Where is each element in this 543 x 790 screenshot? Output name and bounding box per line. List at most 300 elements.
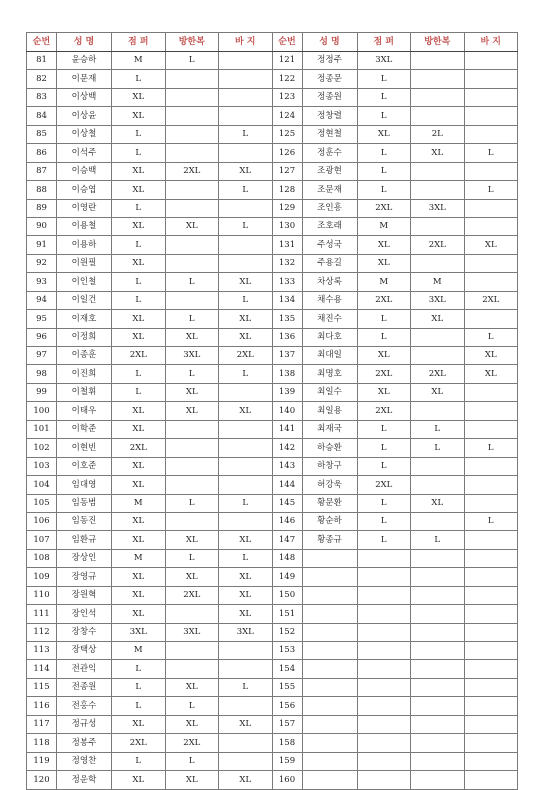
cell-pants [464,697,518,715]
cell-winter-coat: 2XL [411,365,465,383]
cell-pants: L [219,678,273,696]
cell-name: 정종문 [302,70,357,88]
cell-pants: L [219,125,273,143]
cell-pants [464,715,518,733]
cell-jumper: XL [112,88,166,106]
cell-pants [464,586,518,604]
cell-number: 141 [272,420,302,438]
cell-number: 124 [272,107,302,125]
cell-name: 허강욱 [302,476,357,494]
cell-number: 117 [27,715,57,733]
cell-pants [464,568,518,586]
cell-name: 최다호 [302,328,357,346]
cell-name: 황순하 [302,512,357,530]
cell-jumper: L [357,531,411,549]
cell-winter-coat: L [165,273,219,291]
cell-winter-coat [165,107,219,125]
cell-name: 주용길 [302,254,357,272]
cell-winter-coat [165,181,219,199]
cell-number: 150 [272,586,302,604]
cell-number: 95 [27,310,57,328]
cell-number: 118 [27,734,57,752]
cell-winter-coat [411,70,465,88]
cell-name: 최대일 [302,347,357,365]
table-row [27,273,518,291]
cell-winter-coat [411,549,465,567]
cell-name: 이호준 [57,457,112,475]
cell-jumper: L [357,512,411,530]
cell-number: 114 [27,660,57,678]
cell-number: 160 [272,771,302,789]
table-row [27,586,518,604]
cell-winter-coat: L [165,697,219,715]
cell-winter-coat: 2XL [165,162,219,180]
header-row [27,33,518,52]
cell-name [302,678,357,696]
cell-number: 157 [272,715,302,733]
cell-winter-coat [411,402,465,420]
cell-winter-coat [411,217,465,235]
cell-pants: XL [219,715,273,733]
cell-pants [219,199,273,217]
cell-number: 109 [27,568,57,586]
cell-jumper [357,771,411,789]
cell-winter-coat [411,623,465,641]
col-header-name: 성 명 [302,33,357,52]
cell-pants [464,642,518,660]
cell-winter-coat: L [411,420,465,438]
cell-number: 145 [272,494,302,512]
cell-winter-coat: 3XL [165,623,219,641]
cell-number: 131 [272,236,302,254]
cell-name: 주성국 [302,236,357,254]
cell-name: 이재호 [57,310,112,328]
cell-winter-coat: XL [165,568,219,586]
cell-name: 전종원 [57,678,112,696]
cell-jumper: XL [357,347,411,365]
cell-jumper: XL [112,771,166,789]
cell-pants [464,402,518,420]
cell-winter-coat: L [165,310,219,328]
cell-pants [464,125,518,143]
cell-winter-coat [411,52,465,70]
cell-winter-coat: XL [165,715,219,733]
cell-jumper: L [357,70,411,88]
cell-name: 이태우 [57,402,112,420]
cell-winter-coat [411,88,465,106]
cell-winter-coat [165,291,219,309]
col-header-winter-coat: 방한복 [165,33,219,52]
cell-name [302,715,357,733]
cell-jumper: L [112,660,166,678]
cell-name: 정운학 [57,771,112,789]
cell-pants [464,310,518,328]
cell-number: 123 [272,88,302,106]
cell-number: 116 [27,697,57,715]
table-row [27,678,518,696]
cell-number: 149 [272,568,302,586]
cell-number: 132 [272,254,302,272]
table-row [27,125,518,143]
table-row [27,494,518,512]
cell-number: 148 [272,549,302,567]
cell-pants [219,476,273,494]
cell-winter-coat [165,605,219,623]
cell-jumper: L [112,236,166,254]
table-row [27,199,518,217]
cell-name [302,660,357,678]
cell-jumper: L [357,144,411,162]
cell-jumper [357,660,411,678]
table-row [27,439,518,457]
cell-number: 90 [27,217,57,235]
cell-number: 137 [272,347,302,365]
cell-winter-coat [165,236,219,254]
cell-pants: XL [219,273,273,291]
cell-pants: L [464,144,518,162]
cell-pants [464,420,518,438]
cell-jumper: 2XL [357,476,411,494]
cell-name: 이일건 [57,291,112,309]
cell-jumper: XL [112,217,166,235]
cell-jumper: L [112,125,166,143]
cell-winter-coat [165,512,219,530]
cell-pants [219,457,273,475]
cell-pants: XL [219,771,273,789]
col-header-pants: 바 지 [464,33,518,52]
cell-pants [219,420,273,438]
cell-pants [464,678,518,696]
cell-name: 이현빈 [57,439,112,457]
cell-name: 이영란 [57,199,112,217]
cell-winter-coat: L [165,365,219,383]
cell-winter-coat [411,512,465,530]
cell-number: 130 [272,217,302,235]
cell-pants [464,383,518,401]
cell-number: 99 [27,383,57,401]
table-row [27,236,518,254]
cell-name: 장영규 [57,568,112,586]
cell-winter-coat: 3XL [411,291,465,309]
cell-number: 139 [272,383,302,401]
cell-jumper: L [112,383,166,401]
cell-jumper: XL [112,531,166,549]
cell-jumper: XL [112,181,166,199]
cell-jumper: M [112,549,166,567]
cell-pants [464,273,518,291]
cell-pants [219,254,273,272]
cell-winter-coat [411,715,465,733]
cell-winter-coat: XL [165,328,219,346]
cell-number: 87 [27,162,57,180]
cell-jumper: XL [112,457,166,475]
cell-pants: L [219,494,273,512]
cell-jumper: L [112,199,166,217]
table-row [27,568,518,586]
table-row [27,347,518,365]
col-header-number: 순번 [272,33,302,52]
cell-number: 101 [27,420,57,438]
cell-jumper: 3XL [112,623,166,641]
cell-jumper: L [357,494,411,512]
cell-jumper [357,678,411,696]
cell-number: 83 [27,88,57,106]
cell-winter-coat [411,734,465,752]
cell-jumper: M [112,642,166,660]
cell-name: 정창렬 [302,107,357,125]
cell-pants: XL [464,365,518,383]
cell-name [302,568,357,586]
cell-pants: XL [219,605,273,623]
cell-winter-coat [165,476,219,494]
cell-number: 136 [272,328,302,346]
cell-pants: L [464,439,518,457]
cell-pants [219,642,273,660]
cell-jumper: 2XL [112,734,166,752]
table-row [27,328,518,346]
cell-winter-coat: XL [411,310,465,328]
cell-jumper: M [112,494,166,512]
cell-jumper: XL [112,568,166,586]
cell-name: 이승엽 [57,181,112,199]
cell-pants: L [464,512,518,530]
table-row [27,88,518,106]
cell-number: 107 [27,531,57,549]
cell-winter-coat: L [411,531,465,549]
cell-winter-coat [411,254,465,272]
cell-winter-coat: XL [411,383,465,401]
cell-winter-coat: XL [165,531,219,549]
cell-pants [464,162,518,180]
cell-jumper: M [357,217,411,235]
cell-pants [464,254,518,272]
cell-pants: XL [219,568,273,586]
cell-jumper [357,605,411,623]
cell-pants [219,236,273,254]
cell-winter-coat: M [411,273,465,291]
cell-winter-coat [411,660,465,678]
cell-pants: L [464,328,518,346]
cell-number: 110 [27,586,57,604]
cell-name: 이철휘 [57,383,112,401]
cell-number: 103 [27,457,57,475]
cell-name: 임동범 [57,494,112,512]
cell-number: 158 [272,734,302,752]
cell-name: 전관익 [57,660,112,678]
cell-number: 84 [27,107,57,125]
cell-number: 94 [27,291,57,309]
cell-pants: L [219,549,273,567]
cell-winter-coat: L [165,52,219,70]
cell-number: 92 [27,254,57,272]
table-row [27,660,518,678]
cell-name: 이상철 [57,125,112,143]
col-header-pants: 바 지 [219,33,273,52]
cell-number: 120 [27,771,57,789]
cell-pants: L [219,365,273,383]
cell-winter-coat: L [165,549,219,567]
cell-number: 96 [27,328,57,346]
cell-jumper: XL [112,605,166,623]
cell-jumper: L [112,365,166,383]
table-row [27,365,518,383]
cell-pants [219,70,273,88]
cell-winter-coat [165,439,219,457]
cell-number: 85 [27,125,57,143]
cell-name: 최일용 [302,402,357,420]
cell-pants: XL [464,347,518,365]
cell-name: 임환규 [57,531,112,549]
cell-winter-coat [411,347,465,365]
cell-name: 하승환 [302,439,357,457]
cell-pants: L [219,181,273,199]
cell-name: 이종훈 [57,347,112,365]
cell-jumper [357,697,411,715]
cell-name: 이승백 [57,162,112,180]
cell-jumper [357,623,411,641]
cell-number: 108 [27,549,57,567]
cell-winter-coat: XL [165,402,219,420]
cell-jumper: L [357,328,411,346]
cell-jumper: XL [112,715,166,733]
cell-number: 155 [272,678,302,696]
cell-name: 장상인 [57,549,112,567]
cell-winter-coat [411,697,465,715]
cell-jumper: XL [357,236,411,254]
cell-jumper: XL [112,254,166,272]
cell-winter-coat: 2L [411,125,465,143]
cell-number: 143 [272,457,302,475]
cell-winter-coat: XL [165,771,219,789]
table-body [27,52,518,790]
cell-number: 112 [27,623,57,641]
cell-name: 이원필 [57,254,112,272]
cell-number: 135 [272,310,302,328]
cell-name: 최재국 [302,420,357,438]
cell-pants: 2XL [219,347,273,365]
cell-jumper: XL [357,254,411,272]
cell-jumper: L [112,678,166,696]
cell-winter-coat: XL [411,494,465,512]
cell-name: 채진수 [302,310,357,328]
cell-jumper: L [112,752,166,770]
cell-jumper: 2XL [112,439,166,457]
cell-jumper [357,549,411,567]
table-row [27,605,518,623]
cell-winter-coat [165,144,219,162]
cell-name: 임동진 [57,512,112,530]
cell-number: 97 [27,347,57,365]
cell-winter-coat: 2XL [165,586,219,604]
cell-pants [464,217,518,235]
cell-number: 93 [27,273,57,291]
cell-jumper: XL [112,512,166,530]
cell-number: 100 [27,402,57,420]
cell-jumper: M [357,273,411,291]
cell-number: 86 [27,144,57,162]
cell-name: 조광현 [302,162,357,180]
cell-winter-coat [165,199,219,217]
cell-number: 133 [272,273,302,291]
cell-number: 146 [272,512,302,530]
cell-pants [464,199,518,217]
table-row [27,70,518,88]
cell-jumper: L [357,107,411,125]
cell-pants [464,549,518,567]
cell-jumper: XL [112,162,166,180]
table-row [27,642,518,660]
cell-pants: 3XL [219,623,273,641]
cell-name: 최일수 [302,383,357,401]
table-row [27,291,518,309]
cell-name: 장인석 [57,605,112,623]
cell-name [302,642,357,660]
cell-name [302,697,357,715]
cell-winter-coat: L [165,752,219,770]
cell-pants [464,531,518,549]
table-row [27,107,518,125]
cell-jumper: XL [357,383,411,401]
cell-pants [219,660,273,678]
cell-jumper: L [112,144,166,162]
col-header-winter-coat: 방한복 [411,33,465,52]
cell-jumper: XL [112,310,166,328]
cell-name: 이학준 [57,420,112,438]
cell-pants: XL [219,586,273,604]
cell-jumper: XL [112,328,166,346]
cell-name: 정현철 [302,125,357,143]
cell-winter-coat [411,586,465,604]
cell-number: 88 [27,181,57,199]
col-header-name: 성 명 [57,33,112,52]
cell-pants [219,144,273,162]
cell-jumper: L [112,273,166,291]
cell-name: 정정주 [302,52,357,70]
cell-name: 조인흥 [302,199,357,217]
cell-winter-coat [165,70,219,88]
table-row [27,162,518,180]
cell-jumper: XL [112,107,166,125]
cell-winter-coat: 3XL [411,199,465,217]
cell-number: 159 [272,752,302,770]
table-row [27,476,518,494]
cell-name: 장원혁 [57,586,112,604]
cell-winter-coat [411,181,465,199]
table-row [27,623,518,641]
cell-winter-coat: 2XL [411,236,465,254]
cell-name [302,623,357,641]
cell-pants [464,605,518,623]
cell-winter-coat [165,88,219,106]
cell-pants: L [219,217,273,235]
cell-winter-coat [411,476,465,494]
table-row [27,734,518,752]
cell-name [302,605,357,623]
cell-jumper: XL [112,586,166,604]
cell-pants [219,107,273,125]
cell-number: 154 [272,660,302,678]
cell-pants: XL [219,402,273,420]
cell-pants [219,734,273,752]
cell-name: 이상백 [57,88,112,106]
cell-pants: XL [219,310,273,328]
cell-winter-coat: 2XL [165,734,219,752]
cell-number: 119 [27,752,57,770]
cell-number: 89 [27,199,57,217]
cell-name: 정영찬 [57,752,112,770]
cell-name: 차상록 [302,273,357,291]
cell-name: 장창수 [57,623,112,641]
